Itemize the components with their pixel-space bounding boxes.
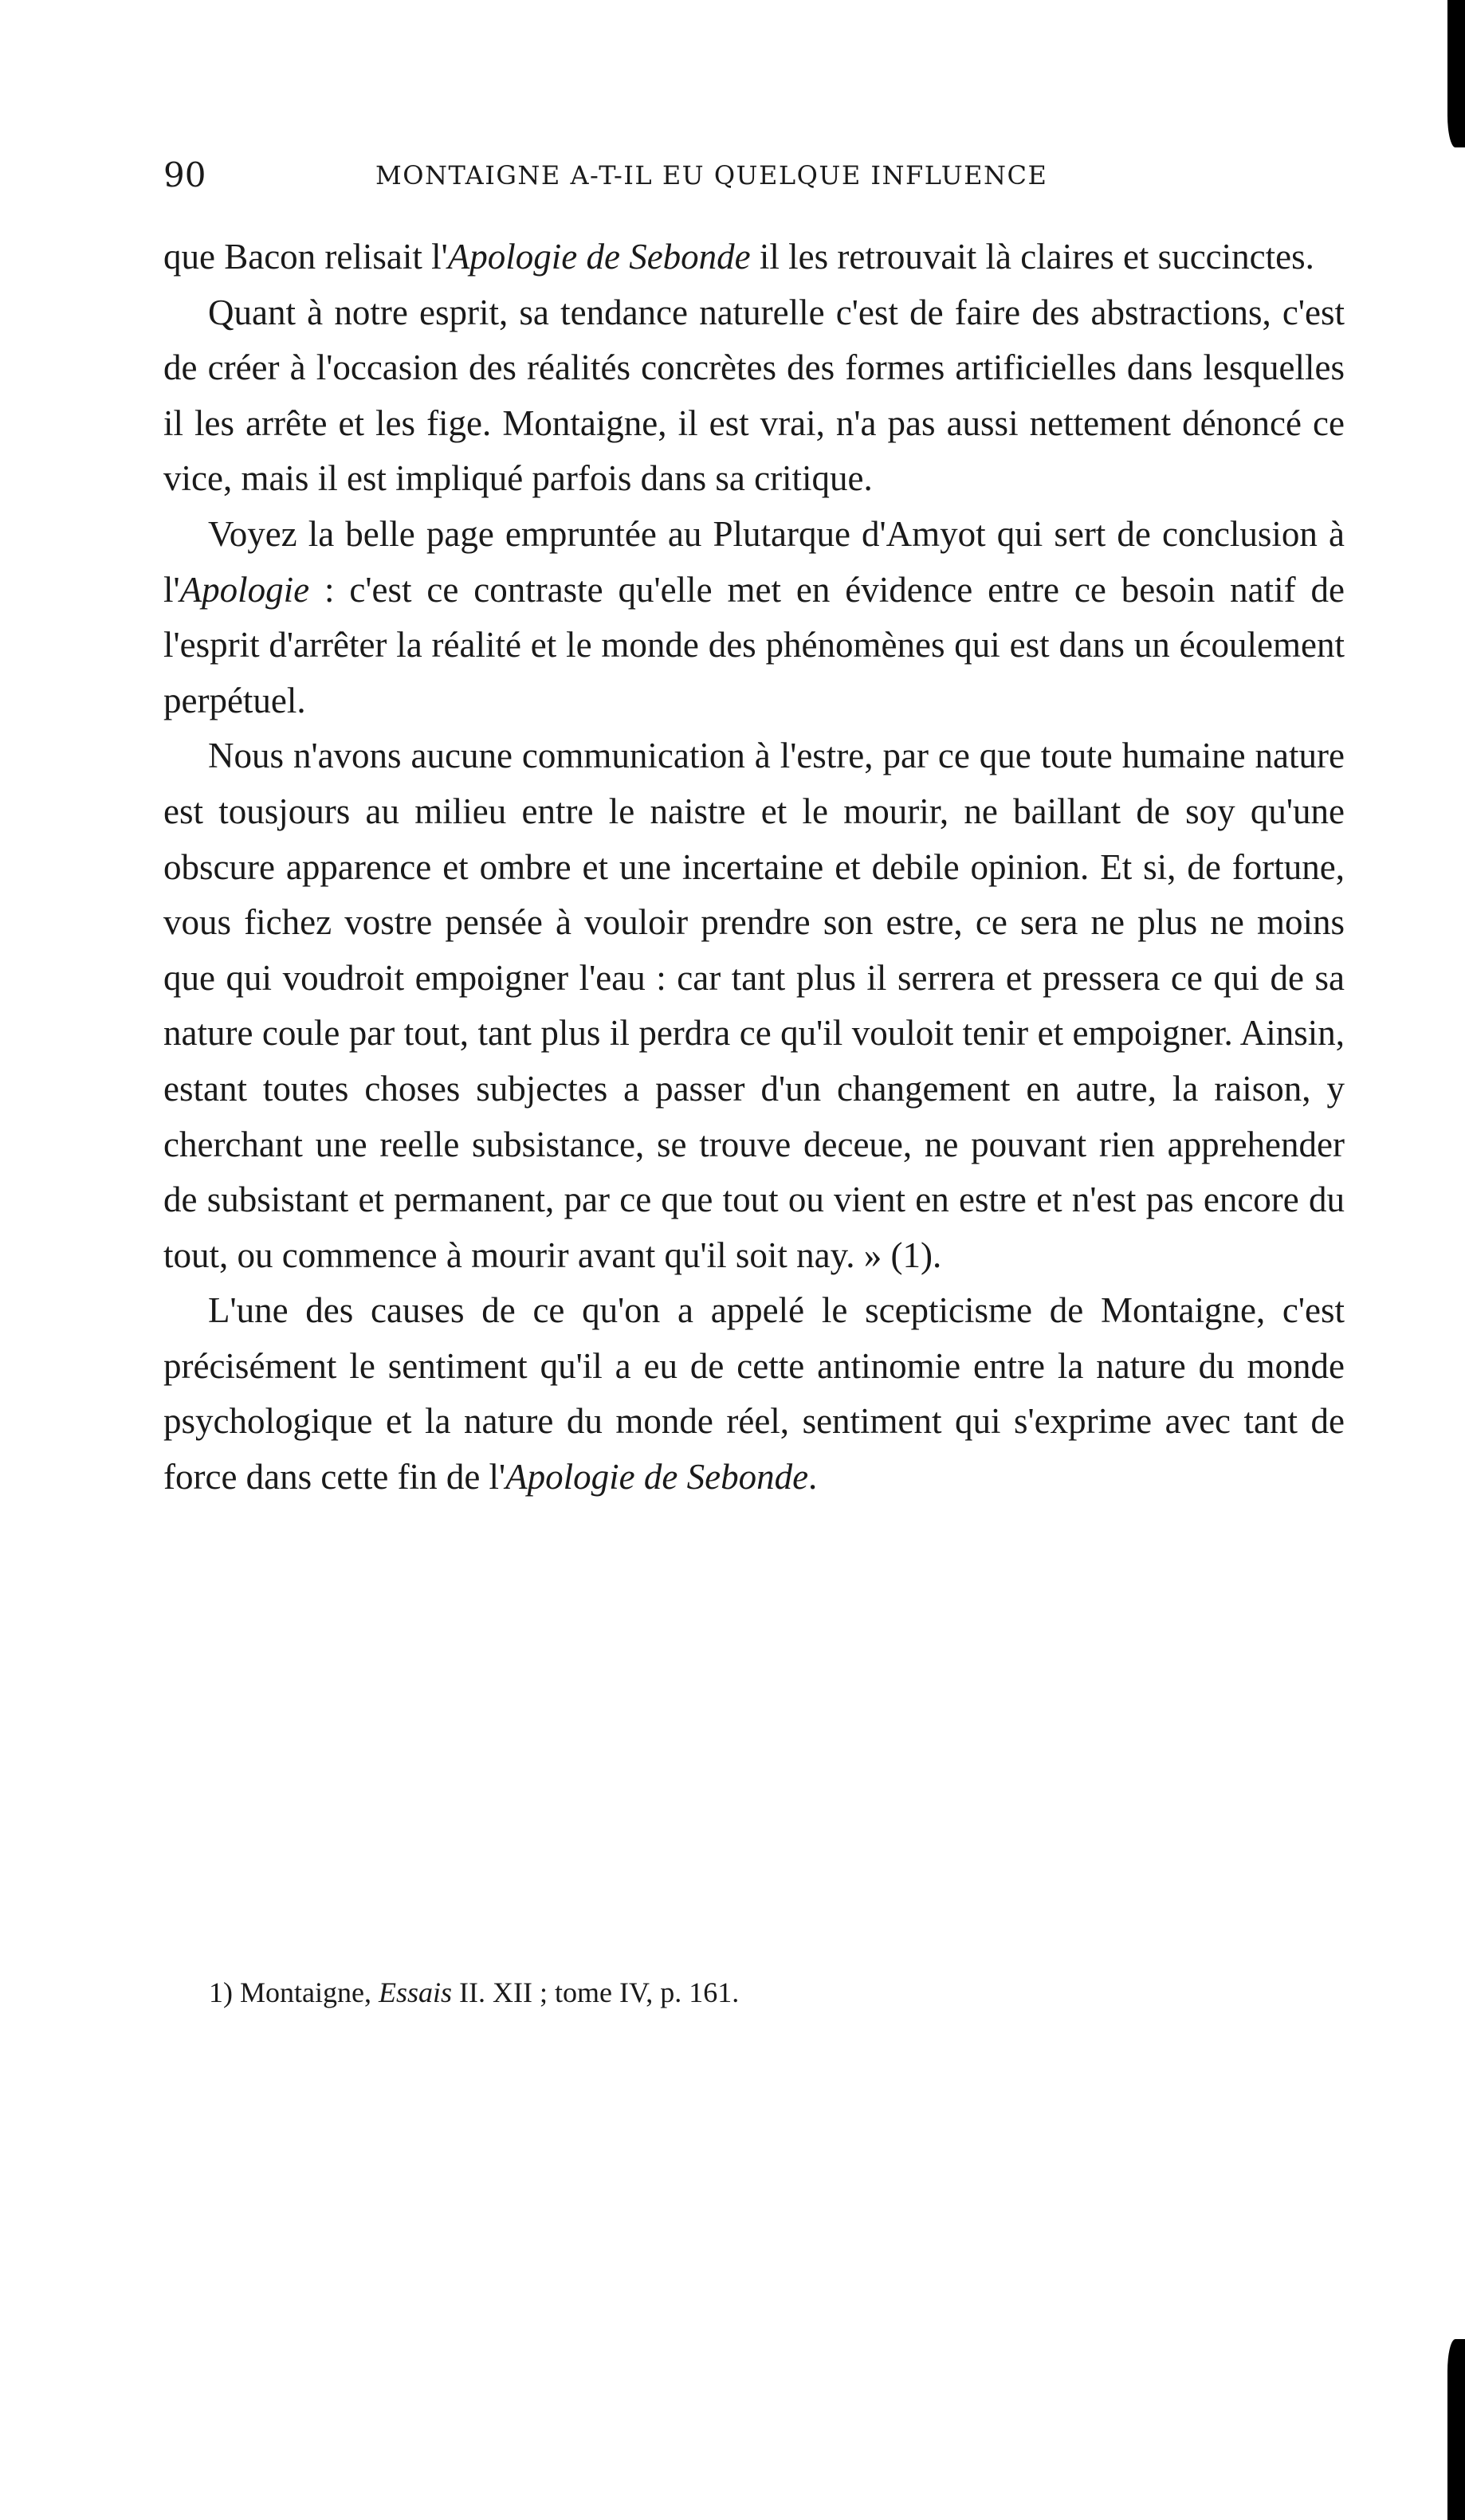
body-text <box>163 230 1345 1505</box>
italic-title: Apologie <box>179 569 310 610</box>
page-edge-shadow-top <box>1447 0 1465 147</box>
paragraph-text: . <box>808 1457 818 1497</box>
page-number: 90 <box>163 155 206 194</box>
paragraph-text: : c'est ce contraste qu'elle met en évidence entre ce besoin natif de l'esprit d'arrêter la réalité et le monde des phénomènes qui est dans un écoulement perpétuel. <box>163 569 1345 720</box>
footnote <box>209 1969 739 2016</box>
paragraph-text: Quant à notre esprit, sa tendance naturelle c'est de faire des abstractions, c'est de créer à l'occasion des réalités concrètes des formes artificielles dans lesquelles il les arrête et les fige. Montaigne, il est vrai, n'a pas aussi nettement dénoncé ce vice, mais il est impliqué parfois dans sa critique. <box>163 292 1345 499</box>
paragraph <box>163 1283 1345 1505</box>
footnote-author: Montaigne, <box>240 1976 371 2008</box>
page-edge-shadow-bottom <box>1447 2339 1465 2520</box>
paragraph <box>163 507 1345 728</box>
italic-title: Apologie de Sebonde <box>505 1457 809 1497</box>
footnote-title: Essais <box>378 1976 453 2008</box>
paragraph-text: L'une des causes de ce qu'on a appelé le scepticisme de Montaigne, c'est précisément le sentiment qu'il a eu de cette antinomie entre la nature du monde psychologique et la nature du monde réel, sentiment qui s'exprime avec tant de force dans cette fin de l' <box>163 1290 1345 1497</box>
paragraph <box>163 285 1345 507</box>
quotation-block <box>163 728 1345 1283</box>
page-header <box>163 151 1136 199</box>
paragraph-continuation <box>163 230 1345 285</box>
quotation-text: Nous n'avons aucune communication à l'estre, par ce que toute humaine nature est tousjours au milieu entre le naistre et le mourir, ne baillant de soy qu'une obscure apparence et ombre et une incertaine et debile opinion. Et si, de fortune, vous fichez vostre pensée à vouloir prendre son estre, ce sera ne plus ne moins que qui voudroit empoigner l'eau : car tant plus il serrera et pressera ce qui de sa nature coule par tout, tant plus il perdra ce qu'il vouloit tenir et empoigner. Ainsin, estant toutes choses subjectes a passer d'un changement en autre, la raison, y cherchant une reelle subsistance, se trouve deceue, ne pouvant rien apprehender de subsistant et permanent, par ce que tout ou vient en estre et n'est pas encore du tout, ou commence à mourir avant qu'il soit nay. » (1). <box>163 736 1345 1275</box>
footnote-reference: II. XII ; tome IV, p. 161. <box>459 1976 740 2008</box>
footnote-marker: 1) <box>209 1976 233 2008</box>
paragraph-text: que Bacon relisait l' <box>163 237 448 277</box>
paragraph-text: Voyez la belle page empruntée au Plutarque d'Amyot qui sert de conclusion à l' <box>163 513 1345 610</box>
running-title: MONTAIGNE A-T-IL EU QUELQUE INFLUENCE <box>375 160 1048 190</box>
italic-title: Apologie de Sebonde <box>447 237 751 277</box>
paragraph-text: il les retrouvait là claires et succinctes. <box>750 237 1314 277</box>
